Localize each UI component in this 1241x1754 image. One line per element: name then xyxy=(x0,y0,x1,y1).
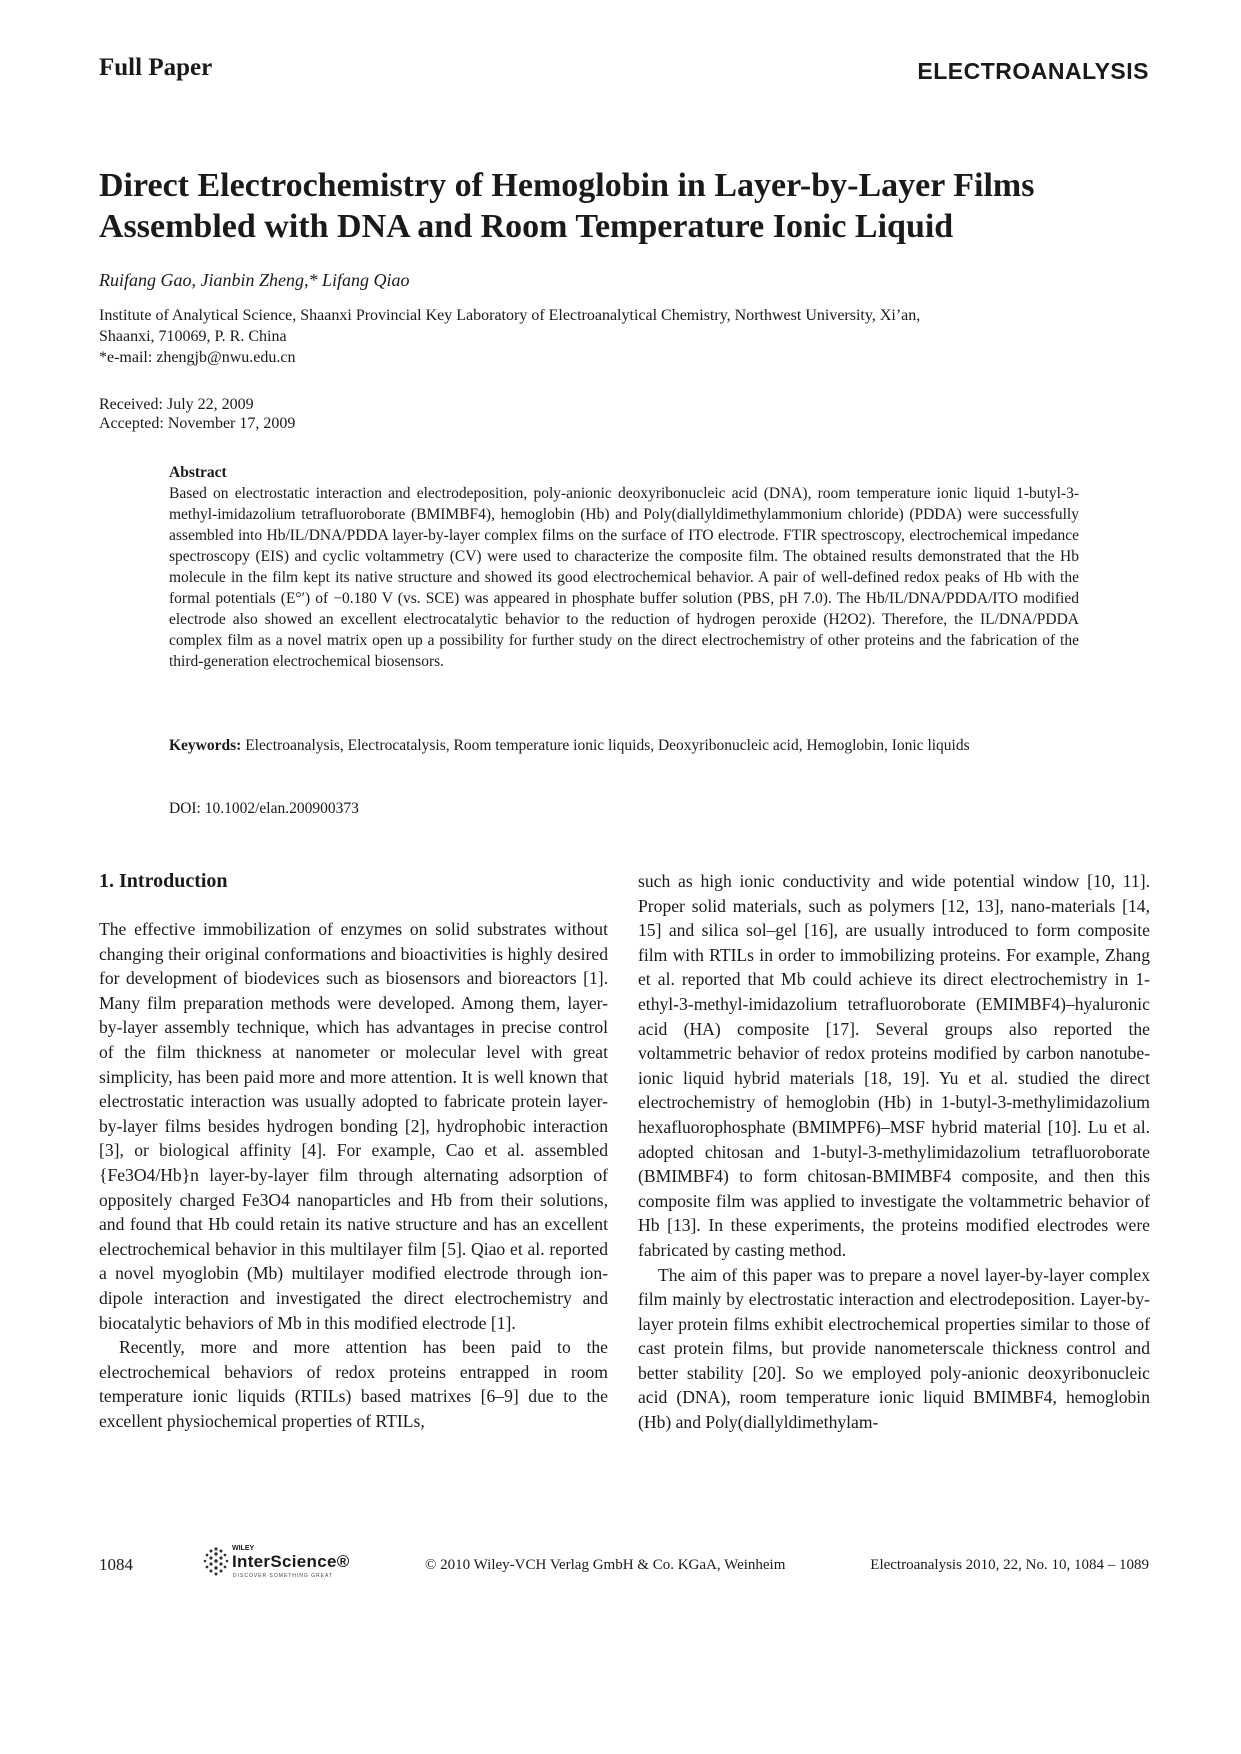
interscience-logo xyxy=(202,1545,350,1584)
doi[interactable]: DOI: 10.1002/elan.200900373 xyxy=(169,800,359,817)
authors: Ruifang Gao, Jianbin Zheng,* Lifang Qiao xyxy=(99,270,410,290)
affiliation-line: Institute of Analytical Science, Shaanxi Provincial Key Laboratory of Electroanalytical Chemistry, Northwest University, Xi’an, xyxy=(99,307,921,324)
title-line: Direct Electrochemistry of Hemoglobin in Layer-by-Layer Films xyxy=(99,167,1035,204)
paper-title xyxy=(99,165,1159,247)
journal-citation: Electroanalysis 2010, 22, No. 10, 1084 – 1089 xyxy=(870,1557,1149,1573)
section-type-label: Full Paper xyxy=(99,54,213,81)
logo-wiley: WILEY xyxy=(232,1545,255,1552)
paragraph: such as high ionic conductivity and wide potential window [10, 11]. Proper solid materials, such as polymers [12, 13], nano-materials [14, 15] and silica sol–gel [16], are usually introduced to form composite film with RTILs in order to immobilizing proteins. For example, Zhang et al. reported that Mb could achieve its direct electrochemistry in 1-ethyl-3-methyl-imidazolium tetrafluoroborate (EMIMBF4)–hyaluronic acid (HA) composite [17]. Several groups also reported the voltammetric behavior of redox proteins modified by carbon nanotube-ionic liquid hybrid materials [18, 19]. Yu et al. studied the direct electrochemistry of hemoglobin (Hb) in 1-butyl-3-methylimidazolium hexafluorophosphate (BMIMPF6)–MSF hybrid material [10]. Lu et al. adopted chitosan and 1-butyl-3-methylimidazolium tetrafluoroborate (BMIMBF4) to form chitosan-BMIMBF4 composite, and then this composite film was applied to investigate the voltammetric behavior of Hb [13]. In these experiments, the proteins modified electrodes were fabricated by casting method. xyxy=(638,871,1150,1260)
keywords xyxy=(169,735,1079,756)
page-number: 1084 xyxy=(99,1555,133,1574)
affiliation-line: Shaanxi, 710069, P. R. China xyxy=(99,328,287,345)
paragraph: The effective immobilization of enzymes on solid substrates without changing their original conformations and bioactivities is highly desired for development of biodevices such as biosensors and bioreactors [1]. Many film preparation methods were developed. Among them, layer-by-layer assembly technique, which has advantages in precise control of the film thickness at nanometer or molecular level with great simplicity, has been paid more and more attention. It is well known that electrostatic interaction was usually adopted to fabricate protein layer-by-layer films besides hydrogen bonding [2], hydrophobic interaction [3], or biological affinity [4]. For example, Cao et al. assembled {Fe3O4/Hb}n layer-by-layer film through alternating adsorption of oppositely charged Fe3O4 nanoparticles and Hb from their solutions, and found that Hb could retain its native structure and has an excellent electrochemical behavior in this multilayer film [5]. Qiao et al. reported a novel myoglobin (Mb) multilayer modified electrode through ion-dipole interaction and investigated the direct electrochemistry and biocatalytic behaviors of Mb in this modified electrode [1]. xyxy=(99,919,608,1333)
dates xyxy=(99,395,295,433)
globe-icon xyxy=(202,1545,230,1579)
abstract-text: Based on electrostatic interaction and electrodeposition, poly-anionic deoxyribonucleic acid (DNA), room temperature ionic liquid 1-butyl-3-methyl-imidazolium tetrafluoroborate (BMIMBF4), hemoglobin (Hb) and Poly(diallyldimethylammonium chloride) (PDDA) were successfully assembled into Hb/IL/DNA/PDDA layer-by-layer complex films on the surface of ITO electrode. FTIR spectroscopy, electrochemical impedance spectroscopy (EIS) and cyclic voltammetry (CV) were used to characterize the composite film. The obtained results demonstrated that the Hb molecule in the film kept its native structure and showed its good electrochemical behavior. A pair of well-defined redox peaks of Hb with the formal potentials (E°′) of −0.180 V (vs. SCE) was appeared in phosphate buffer solution (PBS, pH 7.0). The Hb/IL/DNA/PDDA/ITO modified electrode also showed an excellent electrocatalytic behavior to the reduction of hydrogen peroxide (H2O2). Therefore, the IL/DNA/PDDA complex film as a novel matrix open up a possibility for further study on the direct electrochemistry of other proteins and the fabrication of the third-generation electrochemical biosensors. xyxy=(169,485,1079,670)
keywords-text: Electroanalysis, Electrocatalysis, Room temperature ionic liquids, Deoxyribonucleic acid, Hemoglobin, Ionic liquids xyxy=(245,737,970,754)
paragraph: The aim of this paper was to prepare a novel layer-by-layer complex film mainly by electrostatic interaction and electrodeposition. Layer-by-layer protein films exhibit electrochemical properties similar to those of cast protein films, but provide nanometerscale thickness control and better stability [20]. So we employed poly-anionic deoxyribonucleic acid (DNA), room temperature ionic liquid BMIMBF4, hemoglobin (Hb) and Poly(diallyldimethylam- xyxy=(638,1264,1150,1433)
section-heading: 1. Introduction xyxy=(99,870,228,892)
received-date: Received: July 22, 2009 xyxy=(99,396,254,413)
abstract xyxy=(169,462,1079,672)
email: *e-mail: zhengjb@nwu.edu.cn xyxy=(99,349,296,366)
title-line: Assembled with DNA and Room Temperature Ionic Liquid xyxy=(99,208,954,245)
abstract-heading: Abstract xyxy=(169,464,227,481)
affiliation xyxy=(99,305,1149,368)
copyright: © 2010 Wiley-VCH Verlag GmbH & Co. KGaA, Weinheim xyxy=(425,1557,786,1573)
journal-name-header: ELECTROANALYSIS xyxy=(917,58,1149,84)
logo-interscience: InterScience® xyxy=(232,1552,350,1571)
logo-tagline: DISCOVER SOMETHING GREAT xyxy=(233,1573,334,1579)
left-column xyxy=(99,917,608,1433)
right-column xyxy=(638,869,1150,1435)
accepted-date: Accepted: November 17, 2009 xyxy=(99,415,296,432)
paragraph: Recently, more and more attention has been paid to the electrochemical behaviors of redox proteins entrapped in room temperature ionic liquids (RTILs) based matrixes [6–9] due to the excellent physiochemical properties of RTILs, xyxy=(99,1337,608,1431)
keywords-label: Keywords: xyxy=(169,737,242,754)
